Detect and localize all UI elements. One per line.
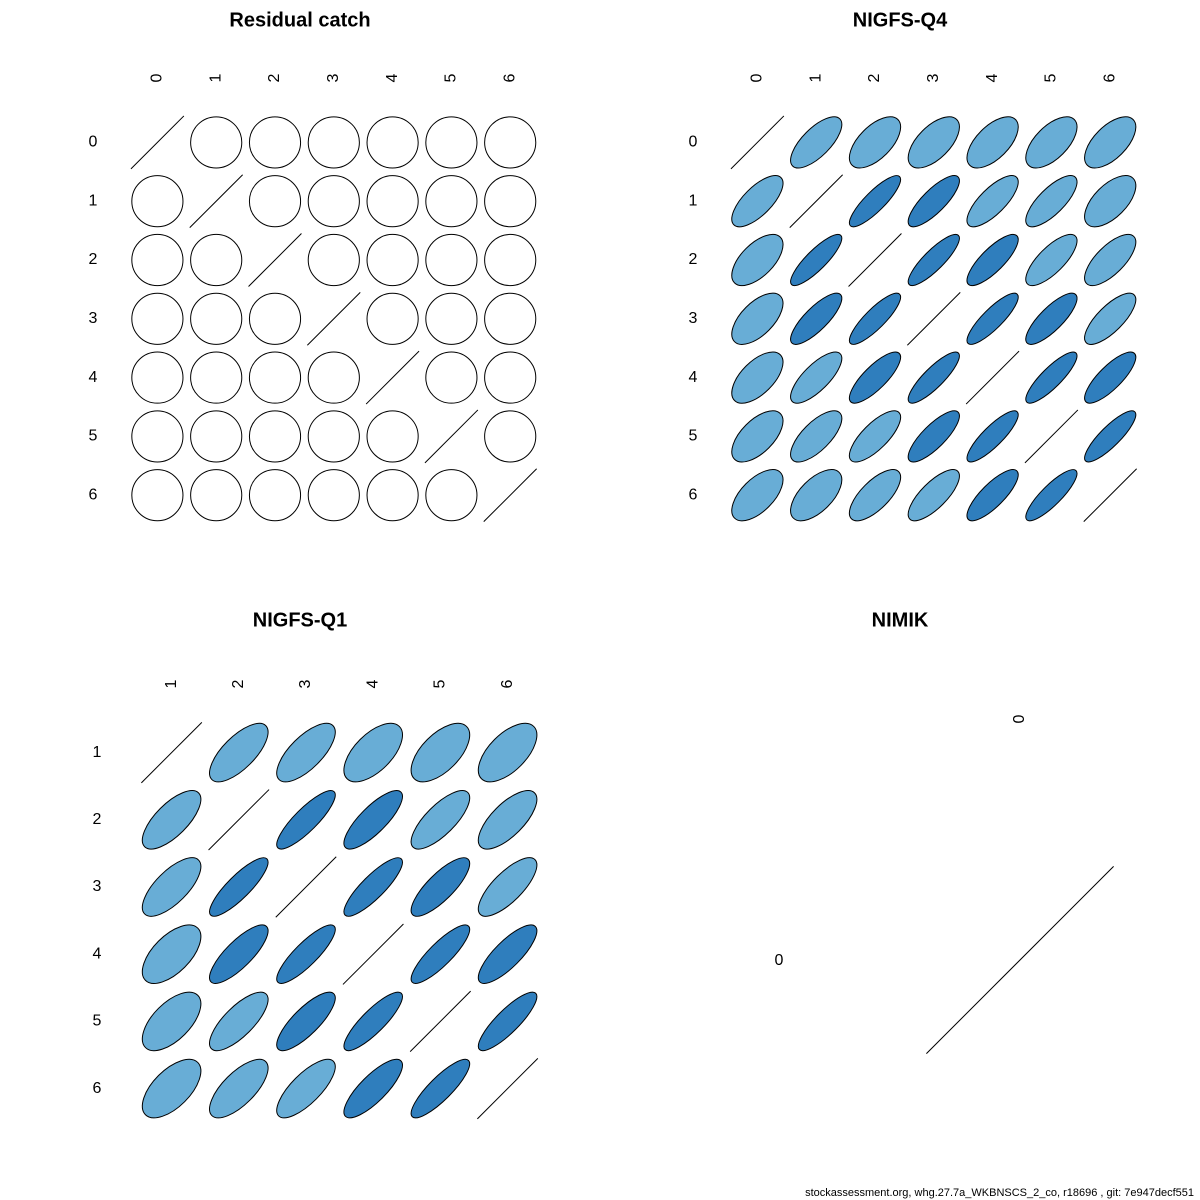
panel-title: NIGFS-Q4 [852,9,948,32]
footer-caption: stockassessment.org, whg.27.7a_WKBNSCS_2_co, r18696 , git: 7e947decf551 [805,1187,1194,1199]
correlation-ellipse [783,109,850,176]
correlation-ellipse [415,459,487,531]
correlation-ellipse [239,400,311,472]
row-label: 6 [688,486,698,504]
correlation-ellipse [783,403,850,470]
correlation-ellipse [471,985,543,1057]
correlation-ellipse [1076,108,1145,177]
row-label: 3 [92,878,102,896]
column-label: 3 [925,73,943,83]
row-label: 1 [688,192,698,210]
correlation-ellipse [337,985,409,1057]
correlation-ellipse [415,341,487,413]
column-label: 4 [983,73,1001,83]
correlation-ellipse [901,169,966,234]
correlation-ellipse [121,224,193,296]
correlation-ellipse [960,228,1025,293]
row-label: 2 [688,251,698,269]
correlation-ellipse [356,165,428,237]
correlation-ellipse [471,917,545,991]
correlation-ellipse [843,345,908,410]
panel-1 [689,9,1145,529]
correlation-ellipse [239,459,311,531]
row-label: 3 [688,310,698,328]
correlation-ellipse [269,984,343,1058]
diagonal-line [477,1058,537,1118]
correlation-ellipse [474,283,546,355]
correlation-ellipse [298,400,370,472]
correlation-ellipse [356,400,428,472]
correlation-ellipse [474,400,546,472]
correlation-ellipse [403,782,478,857]
correlation-ellipse [298,224,370,296]
correlation-ellipse [239,106,311,178]
diagonal-line [731,116,784,169]
correlation-ellipse [356,106,428,178]
column-label: 6 [498,679,516,689]
row-label: 6 [92,1079,102,1097]
column-label: 2 [266,73,284,83]
correlation-ellipse [415,106,487,178]
correlation-ellipse [201,984,276,1059]
row-label: 5 [688,427,698,445]
correlation-ellipse [902,346,965,409]
correlation-ellipse [1018,168,1084,234]
correlation-ellipse [201,714,278,791]
correlation-ellipse [723,226,792,295]
correlation-ellipse [132,915,210,993]
correlation-ellipse [268,714,345,791]
correlation-ellipse [203,851,275,923]
correlation-ellipse [415,165,487,237]
correlation-ellipse [270,784,342,856]
correlation-ellipse [298,341,370,413]
correlation-ellipse [202,917,276,991]
row-label: 0 [88,133,98,151]
correlation-ellipse [239,165,311,237]
correlation-ellipse [901,462,967,528]
correlation-ellipse [1077,286,1143,352]
correlation-ellipse [1019,286,1084,351]
column-label: 3 [297,679,315,689]
row-label: 0 [688,133,698,151]
correlation-ellipse [1077,227,1144,294]
correlation-ellipse [401,713,479,791]
row-label: 1 [92,743,102,761]
column-label: 1 [807,73,825,83]
correlation-ellipse [470,849,545,924]
correlation-ellipse [468,713,546,791]
diagonal-line [926,866,1113,1053]
correlation-ellipse [239,283,311,355]
correlation-ellipse [415,283,487,355]
diagonal-line [366,351,419,404]
correlation-ellipse [723,461,792,530]
correlation-ellipse [723,284,792,353]
correlation-ellipse [121,165,193,237]
correlation-ellipse [201,1050,278,1127]
correlation-ellipse [474,165,546,237]
row-label: 0 [774,952,784,970]
column-label: 5 [442,73,460,83]
column-label: 0 [148,73,166,83]
panel-3 [775,609,1114,1053]
panel-title: Residual catch [229,9,371,32]
column-label: 3 [325,73,343,83]
correlation-ellipse [1079,405,1142,468]
correlation-ellipse [239,341,311,413]
row-label: 2 [88,251,98,269]
correlation-ellipse [841,108,910,177]
correlation-ellipse [298,459,370,531]
correlation-ellipse [180,400,252,472]
correlation-ellipse [334,713,412,791]
column-label: 1 [162,679,180,689]
correlation-ellipse [723,343,792,412]
correlation-ellipse [403,850,477,924]
correlation-ellipse [474,106,546,178]
correlation-ellipse [1076,167,1145,236]
correlation-ellipse [842,403,908,469]
column-label: 2 [230,679,248,689]
diagonal-line [276,857,336,917]
correlation-ellipse [356,459,428,531]
row-label: 4 [688,368,698,386]
correlation-ellipse [404,918,476,990]
correlation-ellipse [121,400,193,472]
panel-title: NIGFS-Q1 [252,609,348,632]
row-label: 3 [88,310,98,328]
correlation-ellipse [121,459,193,531]
correlation-ellipse [724,168,791,235]
correlation-ellipse [1020,346,1083,409]
row-label: 5 [92,1012,102,1030]
diagonal-line [484,469,537,522]
diagonal-line [790,175,843,228]
correlation-ellipse [785,228,848,291]
correlation-ellipse [902,228,965,291]
correlation-ellipse [843,170,906,233]
column-label: 1 [207,73,225,83]
correlation-ellipse [133,849,210,926]
correlation-ellipse [723,402,792,471]
column-label: 4 [383,73,401,83]
correlation-ellipse [180,106,252,178]
correlation-ellipse [336,1052,410,1126]
correlation-ellipse [901,404,966,469]
correlation-ellipse [961,405,1024,468]
row-label: 6 [88,486,98,504]
correlation-ellipse [782,461,851,530]
column-label: 5 [1042,73,1060,83]
correlation-ellipse [784,286,849,351]
column-label: 0 [748,73,766,83]
correlation-ellipse [180,341,252,413]
row-label: 4 [88,368,98,386]
column-label: 0 [1011,714,1029,724]
correlation-ellipse [132,1049,210,1127]
correlation-ellipse [783,345,849,411]
diagonal-line [410,991,470,1051]
row-label: 4 [92,945,102,963]
diagonal-line [849,234,902,287]
correlation-ellipse [842,462,909,529]
correlation-ellipse [960,463,1025,528]
column-label: 4 [364,679,382,689]
diagonal-line [190,175,243,228]
correlation-ellipse [1018,227,1084,293]
correlation-ellipse [298,106,370,178]
correlation-ellipse [298,165,370,237]
row-label: 1 [88,192,98,210]
column-label: 5 [431,679,449,689]
correlation-ellipse [469,782,546,859]
diagonal-line [907,292,960,345]
correlation-ellipse [180,283,252,355]
row-label: 5 [88,427,98,445]
correlation-ellipse [843,287,906,350]
row-label: 2 [92,811,102,829]
diagonal-line [1084,469,1137,522]
correlation-ellipse [960,168,1026,234]
correlation-ellipse [1078,345,1143,410]
correlation-ellipse [356,283,428,355]
column-label: 6 [1101,73,1119,83]
correlation-ellipse [268,1051,343,1126]
correlation-ellipse [1020,464,1083,527]
correlation-ellipse [180,224,252,296]
correlation-ellipse [415,224,487,296]
diagonal-line [307,292,360,345]
correlation-ellipse [133,782,210,859]
correlation-ellipse [958,108,1027,177]
correlation-ellipse [132,982,210,1060]
column-label: 6 [501,73,519,83]
diagonal-line [141,722,201,782]
diagonal-line [131,116,184,169]
diagonal-line [966,351,1019,404]
correlation-ellipse [121,283,193,355]
diagonal-line [343,924,403,984]
correlation-ellipse [121,341,193,413]
correlation-ellipse [474,224,546,296]
correlation-ellipse [336,783,410,857]
diagonal-line [249,234,302,287]
correlation-ellipse [1017,108,1086,177]
correlation-ellipse [270,918,342,990]
panel-0 [89,9,547,531]
correlation-ellipse [337,851,409,923]
panel-2 [93,609,547,1128]
column-label: 2 [866,73,884,83]
diagonal-line [1025,410,1078,463]
panel-title: NIMIK [871,609,929,632]
correlation-ellipse [474,341,546,413]
diagonal-line [209,790,269,850]
correlation-ellipse [899,108,968,177]
diagonal-line [425,410,478,463]
correlation-ellipse [356,224,428,296]
correlation-ellipse [404,1052,476,1124]
correlation-ellipse [961,287,1024,350]
correlation-ellipse [180,459,252,531]
